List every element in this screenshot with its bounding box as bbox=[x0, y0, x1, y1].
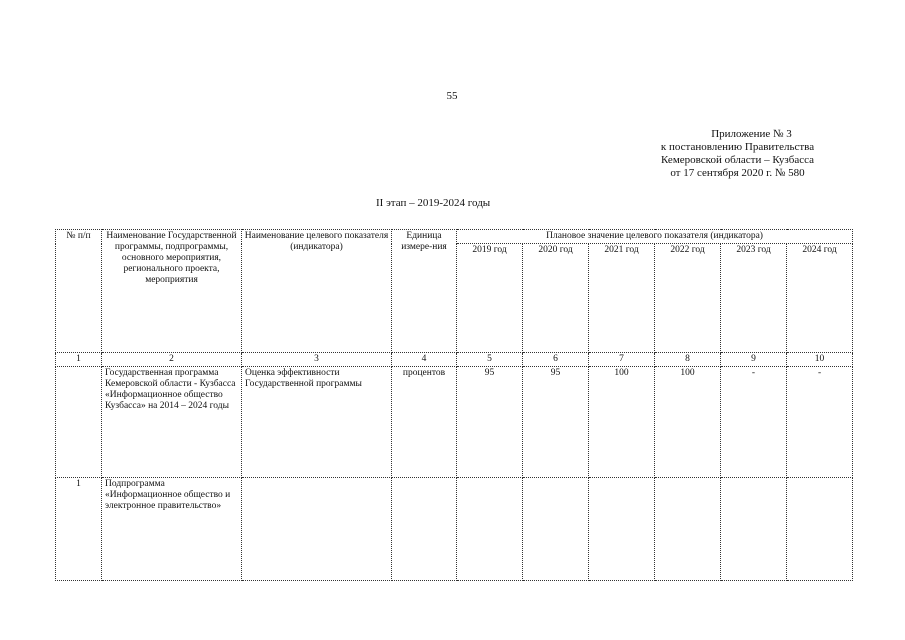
header-row bbox=[56, 230, 853, 244]
column-number: 8 bbox=[655, 353, 721, 367]
row-indicator bbox=[242, 478, 392, 581]
row-num: 1 bbox=[56, 478, 102, 581]
header-year: 2021 год bbox=[589, 244, 655, 353]
header-year: 2019 год bbox=[457, 244, 523, 353]
column-number: 2 bbox=[102, 353, 242, 367]
column-number: 3 bbox=[242, 353, 392, 367]
header-year: 2020 год bbox=[523, 244, 589, 353]
column-number: 9 bbox=[721, 353, 787, 367]
column-number: 6 bbox=[523, 353, 589, 367]
row-value bbox=[457, 478, 523, 581]
row-program: Государственная программа Кемеровской области - Кузбасса «Информационное общество Кузбасса» на 2014 – 2024 годы bbox=[102, 367, 242, 478]
row-value bbox=[589, 478, 655, 581]
row-value: 100 bbox=[655, 367, 721, 478]
header-program: Наименование Государственной программы, подпрограммы, основного мероприятия, регионального проекта, мероприятия bbox=[102, 230, 242, 353]
page-number: 55 bbox=[446, 90, 458, 102]
appendix-block bbox=[610, 128, 865, 180]
appendix-region: Кемеровской области – Кузбасса bbox=[661, 154, 814, 166]
table-row bbox=[56, 478, 853, 581]
row-value: 100 bbox=[589, 367, 655, 478]
column-number: 5 bbox=[457, 353, 523, 367]
appendix-title: Приложение № 3 bbox=[711, 128, 792, 140]
indicator-table bbox=[55, 229, 853, 581]
header-year: 2024 год bbox=[787, 244, 853, 353]
row-unit: процентов bbox=[392, 367, 457, 478]
column-number: 4 bbox=[392, 353, 457, 367]
header-year: 2023 год bbox=[721, 244, 787, 353]
header-unit: Единица измере-ния bbox=[392, 230, 457, 353]
column-number: 7 bbox=[589, 353, 655, 367]
header-indicator: Наименование целевого показателя (индикатора) bbox=[242, 230, 392, 353]
appendix-reference: к постановлению Правительства bbox=[660, 141, 815, 153]
column-number: 10 bbox=[787, 353, 853, 367]
row-value: - bbox=[721, 367, 787, 478]
row-indicator: Оценка эффективности Государственной программы bbox=[242, 367, 392, 478]
table-row bbox=[56, 367, 853, 478]
column-number-row bbox=[56, 353, 853, 367]
row-value bbox=[787, 478, 853, 581]
row-value bbox=[655, 478, 721, 581]
stage-title: II этап – 2019-2024 годы bbox=[376, 197, 491, 209]
header-year: 2022 год bbox=[655, 244, 721, 353]
header-plan-group: Плановое значение целевого показателя (индикатора) bbox=[457, 230, 853, 244]
row-value bbox=[523, 478, 589, 581]
row-program: Подпрограмма «Информационное общество и электронное правительство» bbox=[102, 478, 242, 581]
column-number: 1 bbox=[56, 353, 102, 367]
appendix-date: от 17 сентября 2020 г. № 580 bbox=[670, 167, 805, 179]
row-value: 95 bbox=[523, 367, 589, 478]
row-value: - bbox=[787, 367, 853, 478]
row-num bbox=[56, 367, 102, 478]
row-value: 95 bbox=[457, 367, 523, 478]
row-value bbox=[721, 478, 787, 581]
header-num: № п/п bbox=[56, 230, 102, 353]
row-unit bbox=[392, 478, 457, 581]
